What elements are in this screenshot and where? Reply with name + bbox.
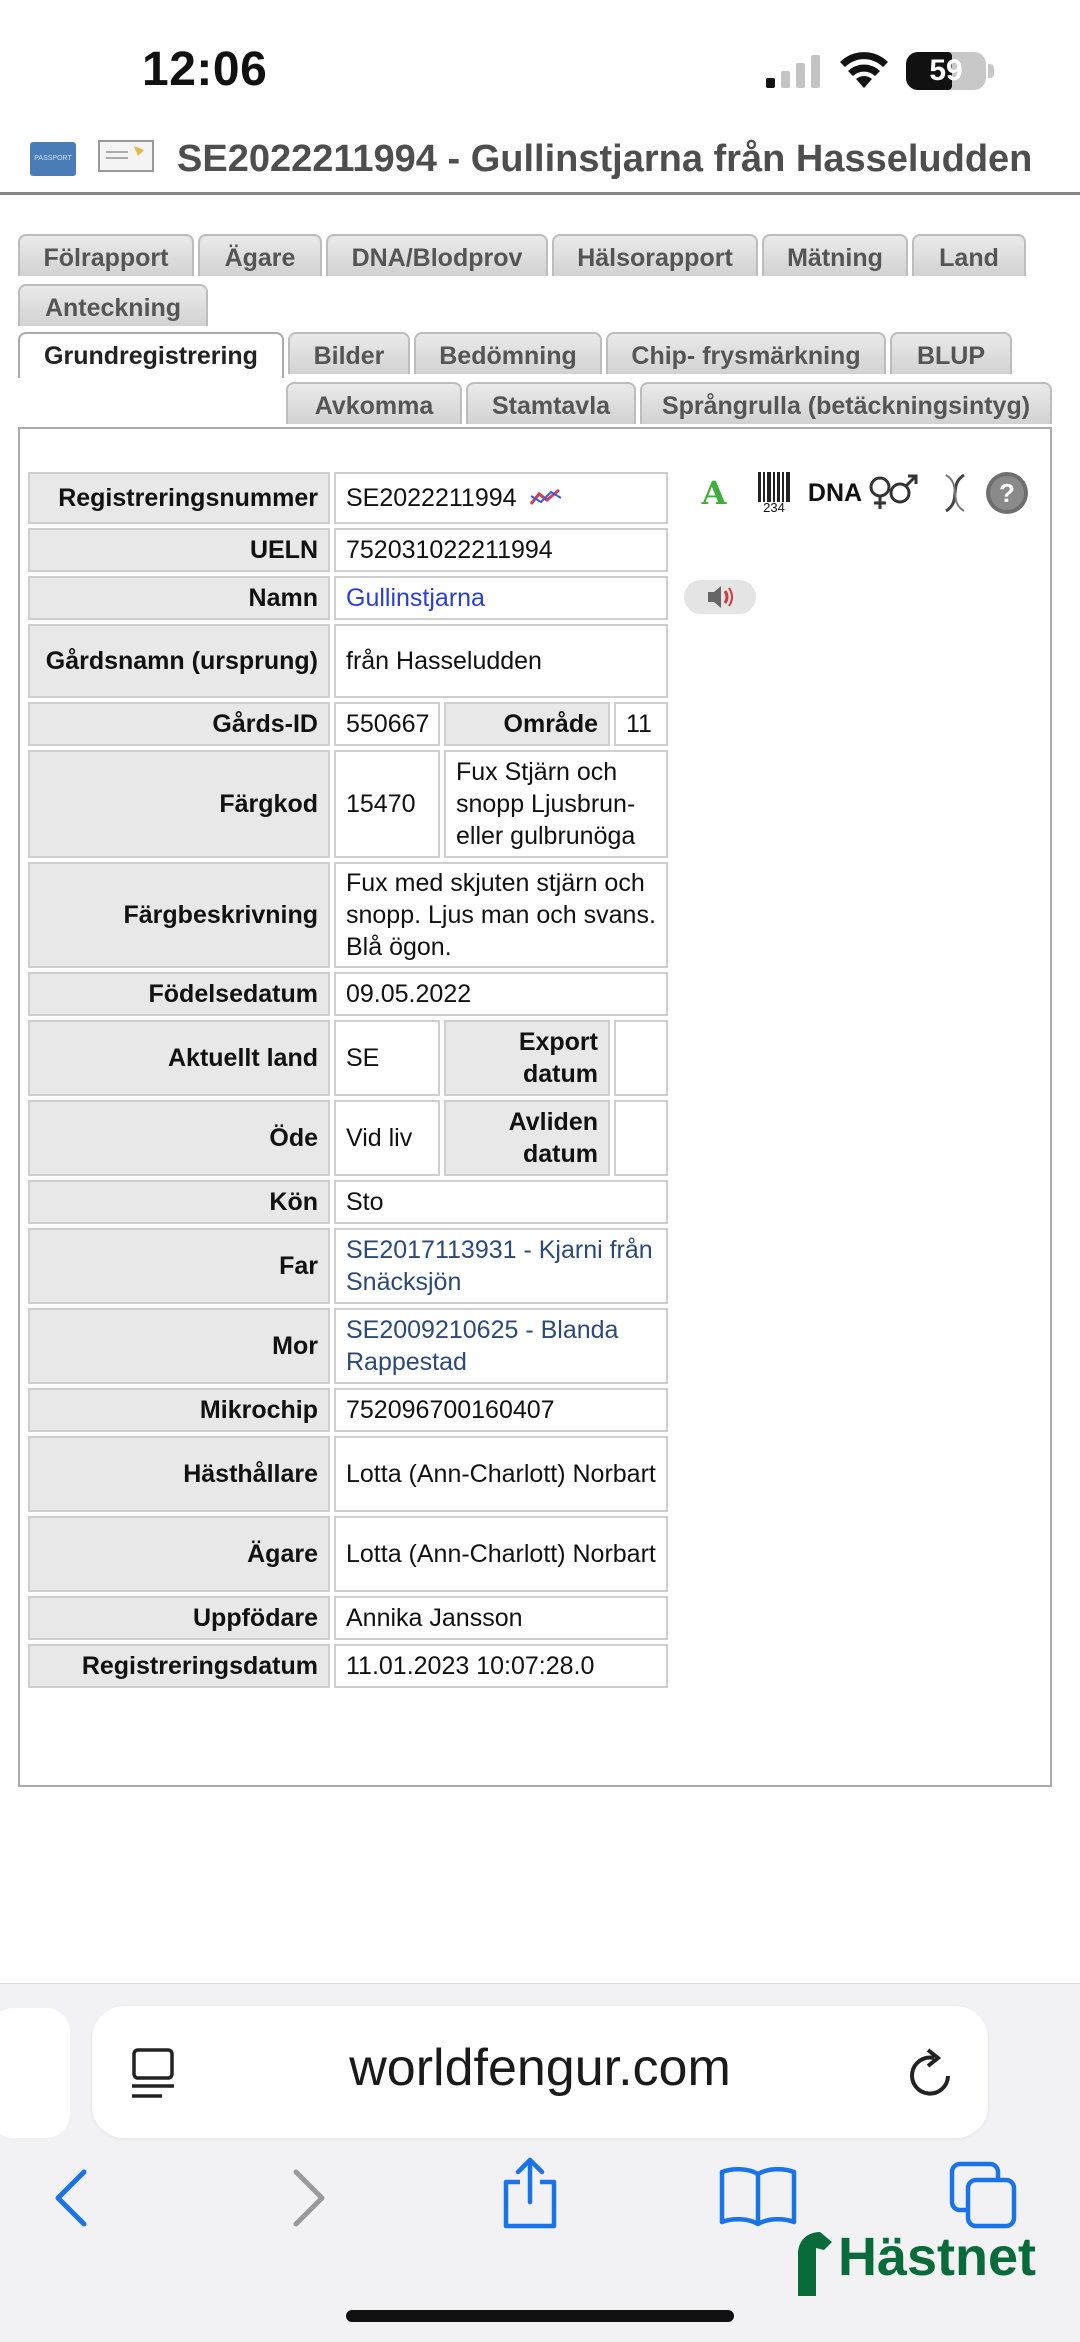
label-kon: Kön bbox=[28, 1180, 330, 1224]
tab-folrapport[interactable]: Fölrapport bbox=[18, 234, 194, 276]
tab-matning[interactable]: Mätning bbox=[762, 234, 908, 276]
tab-chip-frysmarkning[interactable]: Chip- frysmärkning bbox=[606, 332, 886, 374]
tab-avkomma[interactable]: Avkomma bbox=[286, 382, 462, 424]
value-registreringsnummer bbox=[334, 472, 668, 524]
a-rating-icon[interactable]: A bbox=[701, 474, 727, 512]
value-gardsnamn: från Hasseludden bbox=[334, 624, 668, 698]
dna-icon[interactable]: DNA bbox=[807, 478, 863, 507]
tab-grundregistrering[interactable]: Grundregistrering bbox=[18, 332, 284, 378]
value-mikrochip: 752096700160407 bbox=[334, 1388, 668, 1432]
value-registreringsdatum: 11.01.2023 10:07:28.0 bbox=[334, 1644, 668, 1688]
label-gards-id: Gårds-ID bbox=[28, 702, 330, 746]
home-indicator bbox=[346, 2310, 734, 2322]
title-divider bbox=[0, 192, 1080, 195]
reload-icon[interactable] bbox=[904, 2044, 960, 2104]
label-hasthallare: Hästhållare bbox=[28, 1436, 330, 1512]
bookmarks-icon[interactable] bbox=[718, 2164, 798, 2228]
label-registreringsnummer: Registreringsnummer bbox=[28, 472, 330, 524]
battery-percent: 59 bbox=[929, 54, 963, 87]
value-fargkod: 15470 bbox=[334, 750, 440, 858]
label-far: Far bbox=[28, 1228, 330, 1304]
speaker-icon bbox=[684, 580, 756, 614]
barcode-icon[interactable] bbox=[744, 472, 804, 515]
status-time: 12:06 bbox=[142, 43, 268, 96]
battery-icon bbox=[906, 52, 986, 90]
label-fodelsedatum: Födelsedatum bbox=[28, 972, 330, 1016]
previous-tab-card[interactable] bbox=[0, 2008, 70, 2138]
chart-link-icon[interactable] bbox=[529, 486, 563, 510]
record-tools bbox=[684, 470, 1030, 516]
label-registreringsdatum: Registreringsdatum bbox=[28, 1644, 330, 1688]
share-icon[interactable] bbox=[498, 2156, 562, 2232]
label-aktuellt-land: Aktuellt land bbox=[28, 1020, 330, 1096]
tab-land[interactable]: Land bbox=[912, 234, 1026, 276]
value-gards-id: 550667 bbox=[334, 702, 440, 746]
dna-helix-icon[interactable] bbox=[932, 473, 978, 513]
value-ueln: 752031022211994 bbox=[334, 528, 668, 572]
gender-icon[interactable] bbox=[866, 473, 922, 513]
tab-halsorapport[interactable]: Hälsorapport bbox=[552, 234, 758, 276]
hastnet-logo-icon bbox=[790, 2228, 840, 2298]
label-uppfodare: Uppfödare bbox=[28, 1596, 330, 1640]
value-fodelsedatum: 09.05.2022 bbox=[334, 972, 668, 1016]
back-icon[interactable] bbox=[50, 2168, 94, 2228]
value-fargnamn: Fux Stjärn och snopp Ljusbrun- eller gulbrunöga bbox=[444, 750, 668, 858]
value-kon: Sto bbox=[334, 1180, 668, 1224]
value-agare: Lotta (Ann-Charlott) Norbart bbox=[334, 1516, 668, 1592]
tab-blup[interactable]: BLUP bbox=[890, 332, 1012, 374]
page-title: SE2022211994 - Gullinstjarna från Hasseludden bbox=[177, 138, 1033, 180]
label-avliden-datum: Avliden datum bbox=[444, 1100, 610, 1176]
sire-link[interactable]: SE2017113931 - Kjarni från Snäcksjön bbox=[334, 1228, 668, 1304]
tab-stamtavla[interactable]: Stamtavla bbox=[466, 382, 636, 424]
label-ueln: UELN bbox=[28, 528, 330, 572]
forward-icon[interactable] bbox=[286, 2168, 330, 2228]
tabs-icon[interactable] bbox=[948, 2160, 1020, 2232]
help-glyph: ? bbox=[999, 478, 1015, 508]
hastnet-brand: Hästnet bbox=[838, 2227, 1037, 2287]
value-aktuellt-land: SE bbox=[334, 1020, 440, 1096]
tab-agare[interactable]: Ägare bbox=[198, 234, 322, 276]
value-avliden-datum bbox=[614, 1100, 668, 1176]
value-hasthallare: Lotta (Ann-Charlott) Norbart bbox=[334, 1436, 668, 1512]
dam-link[interactable]: SE2009210625 - Blanda Rappestad bbox=[334, 1308, 668, 1384]
value-fargbeskrivning: Fux med skjuten stjärn och snopp. Ljus man och svans. Blå ögon. bbox=[334, 862, 668, 968]
tab-dna-blodprov[interactable]: DNA/Blodprov bbox=[326, 234, 548, 276]
label-fargkod: Färgkod bbox=[28, 750, 330, 858]
label-agare: Ägare bbox=[28, 1516, 330, 1592]
wifi-icon bbox=[838, 50, 890, 90]
tab-anteckning[interactable]: Anteckning bbox=[18, 284, 208, 326]
label-gardsnamn: Gårdsnamn (ursprung) bbox=[28, 624, 330, 698]
value-uppfodare: Annika Jansson bbox=[334, 1596, 668, 1640]
value-omrade: 11 bbox=[614, 702, 668, 746]
label-namn: Namn bbox=[28, 576, 330, 620]
tab-sprangrulla[interactable]: Språngrulla (betäckningsintyg) bbox=[640, 382, 1052, 424]
document-edit-icon[interactable] bbox=[98, 140, 154, 172]
label-ode: Öde bbox=[28, 1100, 330, 1176]
horse-name-link[interactable]: Gullinstjarna bbox=[334, 576, 668, 620]
passport-icon[interactable]: PASSPORT bbox=[30, 142, 76, 176]
registration-number: SE2022211994 bbox=[346, 484, 517, 512]
tab-bedomning[interactable]: Bedömning bbox=[414, 332, 602, 374]
label-mor: Mor bbox=[28, 1308, 330, 1384]
tab-bilder[interactable]: Bilder bbox=[288, 332, 410, 374]
url-text[interactable]: worldfengur.com bbox=[349, 2039, 731, 2097]
value-ode: Vid liv bbox=[334, 1100, 440, 1176]
battery-nub bbox=[988, 64, 994, 78]
barcode-number: 234 bbox=[763, 499, 785, 515]
signal-icon bbox=[764, 54, 824, 88]
label-fargbeskrivning: Färgbeskrivning bbox=[28, 862, 330, 968]
label-omrade: Område bbox=[444, 702, 610, 746]
help-icon[interactable] bbox=[984, 470, 1030, 516]
label-export-datum: Export datum bbox=[444, 1020, 610, 1096]
value-export-datum bbox=[614, 1020, 668, 1096]
label-mikrochip: Mikrochip bbox=[28, 1388, 330, 1432]
audio-pronounce-button[interactable] bbox=[684, 580, 756, 614]
